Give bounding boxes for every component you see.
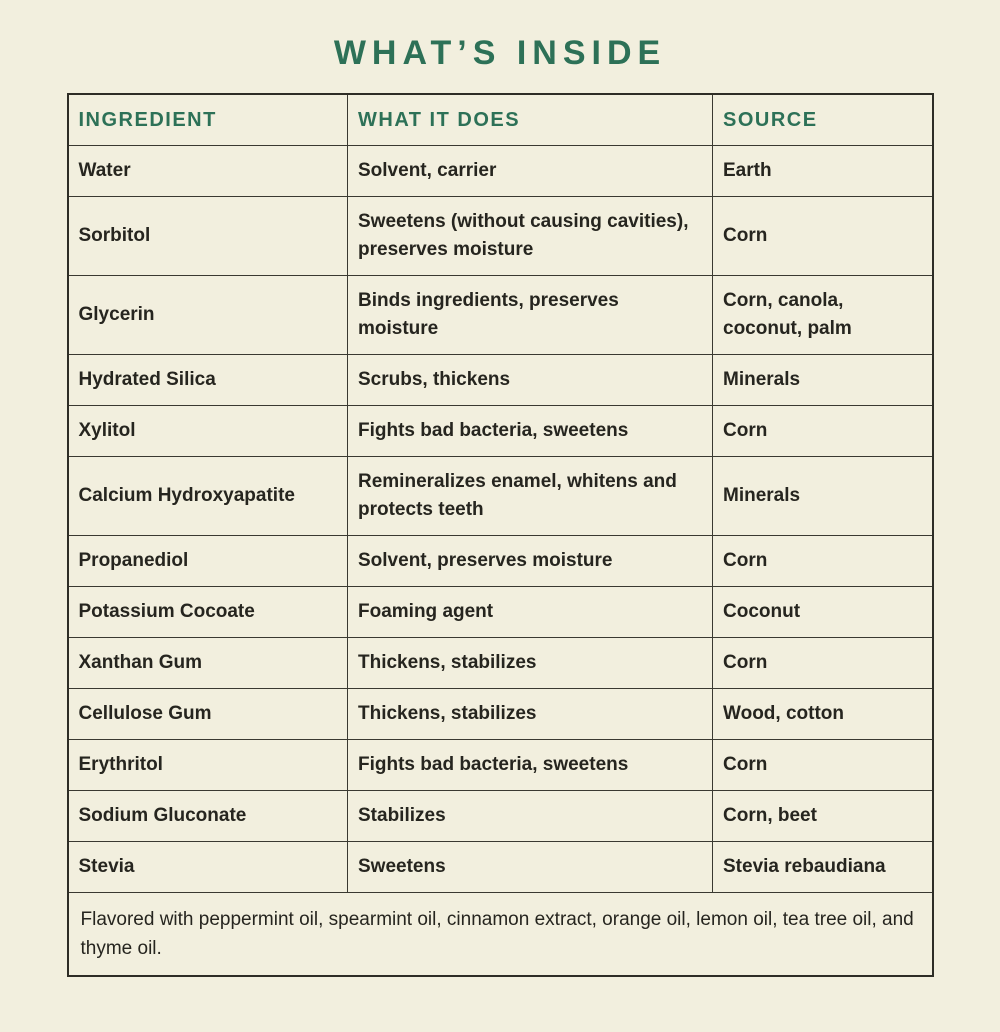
table-row: [68, 197, 933, 276]
cell-source: Corn, beet: [713, 791, 933, 842]
cell-ingredient: Cellulose Gum: [68, 689, 348, 740]
header-row: [68, 94, 933, 146]
table-row: [68, 740, 933, 791]
cell-ingredient: Sorbitol: [68, 197, 348, 276]
table-row: [68, 638, 933, 689]
cell-ingredient: Water: [68, 146, 348, 197]
cell-what-it-does: Thickens, stabilizes: [348, 638, 713, 689]
cell-source: Corn: [713, 406, 933, 457]
table-row: [68, 146, 933, 197]
cell-source: Earth: [713, 146, 933, 197]
cell-what-it-does: Solvent, carrier: [348, 146, 713, 197]
cell-ingredient: Glycerin: [68, 276, 348, 355]
col-header-source: SOURCE: [713, 94, 933, 146]
cell-source: Corn: [713, 197, 933, 276]
col-header-ingredient: INGREDIENT: [68, 94, 348, 146]
cell-ingredient: Sodium Gluconate: [68, 791, 348, 842]
cell-source: Coconut: [713, 587, 933, 638]
cell-source: Stevia rebaudiana: [713, 842, 933, 893]
cell-source: Corn: [713, 638, 933, 689]
table-row: [68, 842, 933, 893]
whats-inside-infographic: [0, 32, 1000, 977]
cell-ingredient: Erythritol: [68, 740, 348, 791]
table-row: [68, 406, 933, 457]
cell-ingredient: Xanthan Gum: [68, 638, 348, 689]
cell-what-it-does: Fights bad bacteria, sweetens: [348, 406, 713, 457]
cell-ingredient: Propanediol: [68, 536, 348, 587]
cell-source: Minerals: [713, 355, 933, 406]
cell-source: Corn: [713, 536, 933, 587]
table-row: [68, 536, 933, 587]
cell-source: Minerals: [713, 457, 933, 536]
cell-source: Corn: [713, 740, 933, 791]
table-row: [68, 355, 933, 406]
cell-ingredient: Xylitol: [68, 406, 348, 457]
col-header-what-it-does: WHAT IT DOES: [348, 94, 713, 146]
cell-what-it-does: Foaming agent: [348, 587, 713, 638]
cell-what-it-does: Fights bad bacteria, sweetens: [348, 740, 713, 791]
cell-ingredient: Hydrated Silica: [68, 355, 348, 406]
cell-ingredient: Stevia: [68, 842, 348, 893]
cell-what-it-does: Thickens, stabilizes: [348, 689, 713, 740]
table-row: [68, 276, 933, 355]
page-title: WHAT’S INSIDE: [333, 34, 667, 72]
cell-what-it-does: Solvent, preserves moisture: [348, 536, 713, 587]
cell-ingredient: Potassium Cocoate: [68, 587, 348, 638]
cell-what-it-does: Binds ingredients, preserves moisture: [348, 276, 713, 355]
cell-what-it-does: Sweetens: [348, 842, 713, 893]
table-row: [68, 457, 933, 536]
table-row: [68, 587, 933, 638]
cell-what-it-does: Sweetens (without causing cavities), preserves moisture: [348, 197, 713, 276]
cell-source: Corn, canola, coconut, palm: [713, 276, 933, 355]
table-body: [68, 146, 933, 893]
ingredients-table: [67, 93, 934, 977]
flavoring-footnote: Flavored with peppermint oil, spearmint oil, cinnamon extract, orange oil, lemon oil, tea tree oil, and thyme oil.: [68, 893, 933, 977]
table-row: [68, 689, 933, 740]
footnote-row: [68, 893, 933, 977]
cell-ingredient: Calcium Hydroxyapatite: [68, 457, 348, 536]
cell-source: Wood, cotton: [713, 689, 933, 740]
cell-what-it-does: Remineralizes enamel, whitens and protects teeth: [348, 457, 713, 536]
cell-what-it-does: Scrubs, thickens: [348, 355, 713, 406]
table-row: [68, 791, 933, 842]
cell-what-it-does: Stabilizes: [348, 791, 713, 842]
